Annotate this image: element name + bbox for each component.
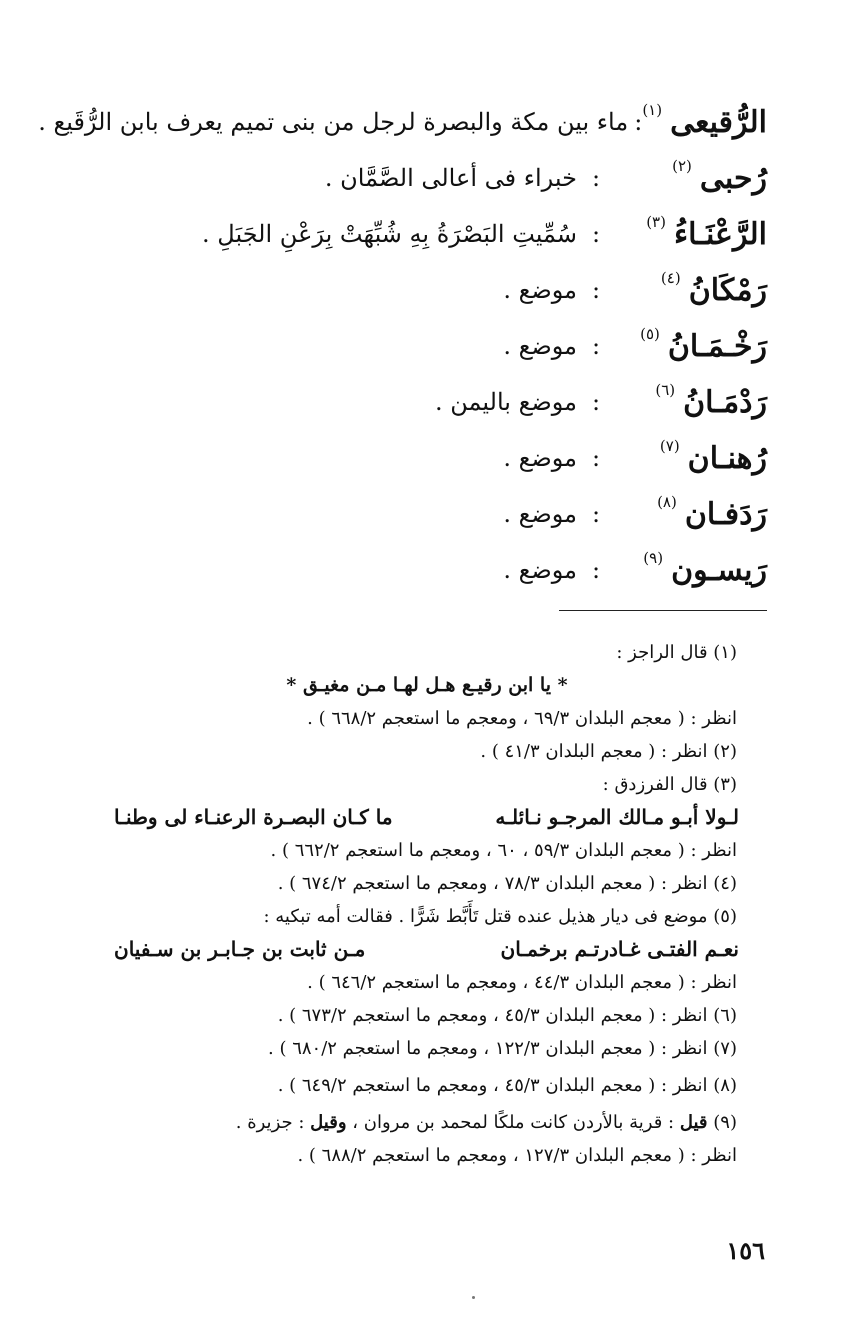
footnote-text: : جزيرة . [235, 1112, 305, 1133]
entry-separator: : [591, 332, 601, 360]
entry [67, 206, 767, 262]
entry-separator: : [591, 444, 601, 472]
footnote-ref: (٦) [655, 380, 676, 399]
entry [67, 430, 767, 486]
entry [67, 374, 767, 430]
footnote-ref: (٣) [646, 212, 666, 231]
entry-definition: موضع باليمن . [435, 388, 577, 416]
entry-headword: رَيسـون (٩) [643, 548, 767, 588]
footnote-ref: (٤) [660, 268, 681, 287]
footnote-5: (٥) موضع فى ديار هذيل عنده قتل تَأَبَّط شَرًّا . فقالت أمه تبكيه : [263, 906, 737, 927]
entry [67, 542, 767, 598]
entry-definition: خبراء فى أعالى الصَّمَّان . [324, 164, 577, 192]
entry [67, 318, 767, 374]
footnote-8: (٨) انظر : ( معجم البلدان ٤٥/٣ ، ومعجم ما استعجم ٦٤٩/٢ ) . [277, 1075, 737, 1096]
entry-headword: رَدْمَـانُ (٦) [655, 380, 767, 420]
entry-separator: : [591, 220, 601, 248]
entry-separator: : [634, 108, 643, 136]
footnote-reference: انظر : ( معجم البلدان ٦٩/٣ ، ومعجم ما استعجم ٦٦٨/٢ ) . [307, 708, 737, 729]
footnote-reference: انظر : ( معجم البلدان ١٢٧/٣ ، ومعجم ما استعجم ٦٨٨/٢ ) . [297, 1145, 737, 1166]
entry [67, 486, 767, 542]
entry-definition: موضع . [503, 332, 577, 360]
entry-separator: : [591, 556, 601, 584]
entry-headword: رُهنـان (٧) [659, 436, 767, 476]
page-number: ١٥٦ [726, 1236, 765, 1265]
footnote-4: (٤) انظر : ( معجم البلدان ٧٨/٣ ، ومعجم ما استعجم ٦٧٤/٢ ) . [277, 873, 737, 894]
footnote-ref: (٨) [657, 492, 677, 511]
entry-list [38, 94, 767, 598]
footnote-reference: انظر : ( معجم البلدان ٤٤/٣ ، ومعجم ما استعجم ٦٤٦/٢ ) . [307, 972, 737, 993]
footnote-ref: (٢) [672, 156, 692, 175]
entry-headword: الرُّقيعى (١) [642, 100, 767, 140]
footnote-9 [77, 1106, 737, 1139]
scan-speck [472, 1296, 475, 1299]
entry-headword: الرَّعْنَـاءُ (٣) [646, 212, 767, 252]
verse-line [114, 933, 739, 966]
footnote-3: (٣) قال الفرزدق : [602, 774, 737, 795]
entry-definition: موضع . [503, 444, 577, 472]
entry-definition: موضع . [503, 276, 577, 304]
keyword: قيل [679, 1112, 708, 1133]
entry-separator: : [591, 276, 601, 304]
entry-headword: رَمْكَانُ (٤) [660, 268, 767, 308]
verse-line: * يا ابن رقيـع هـل لهـا مـن مغيـق * [286, 674, 568, 696]
entry-definition: ماء بين مكة والبصرة لرجل من بنى تميم يعرف بابن الرُّقَيع . [38, 108, 629, 136]
entry-separator: : [591, 388, 601, 416]
entry [67, 262, 767, 318]
footnotes [77, 636, 737, 1172]
entry-headword: رَخْـمَـانُ (٥) [640, 324, 767, 364]
footnote-6: (٦) انظر : ( معجم البلدان ٤٥/٣ ، ومعجم ما استعجم ٦٧٣/٢ ) . [277, 1005, 737, 1026]
footnote-ref: (٥) [640, 324, 660, 343]
footnote-reference: انظر : ( معجم البلدان ٥٩/٣ ، ٦٠ ، ومعجم ما استعجم ٦٦٢/٢ ) . [270, 840, 737, 861]
entry-definition: موضع . [503, 556, 577, 584]
entry-headword: رُحبى (٢) [672, 156, 767, 196]
footnote-ref: (١) [642, 100, 663, 119]
verse-hemistich-second: ما كـان البصـرة الرعنـاء لى وطنـا [114, 805, 393, 829]
entry-definition: سُمِّيتِ البَصْرَةُ بِهِ شُبِّهَتْ بِرَعْنِ الجَبَلِ . [202, 220, 577, 248]
footnote-ref: (٧) [659, 436, 680, 455]
verse-line [114, 801, 739, 834]
footnote-number: (٩) [713, 1112, 737, 1133]
entry-headword: رَدَفـان (٨) [657, 492, 767, 532]
verse-hemistich-second: مـن ثابت بن جـابـر بن سـفيان [114, 937, 366, 961]
entry-separator: : [591, 164, 601, 192]
footnote-2: (٢) انظر : ( معجم البلدان ٤١/٣ ) . [480, 741, 737, 762]
footnote-1: (١) قال الراجز : [616, 642, 737, 663]
footnote-7: (٧) انظر : ( معجم البلدان ١٢٢/٣ ، ومعجم ما استعجم ٦٨٠/٢ ) . [268, 1038, 737, 1059]
footnote-text: : قرية بالأردن كانت ملكًا لمحمد بن مروان ، [352, 1112, 675, 1133]
verse-hemistich-first: نعـم الفتـى غـادرتـم برخمـان [500, 937, 739, 961]
entry-separator: : [591, 500, 601, 528]
entry [67, 150, 767, 206]
entry-definition: موضع . [503, 500, 577, 528]
entry [38, 94, 767, 150]
keyword: وقيل [310, 1112, 347, 1133]
footnote-ref: (٩) [643, 548, 664, 567]
verse-hemistich-first: لـولا أبـو مـالك المرجـو نـائلـه [495, 805, 739, 829]
footnote-divider [559, 610, 767, 611]
